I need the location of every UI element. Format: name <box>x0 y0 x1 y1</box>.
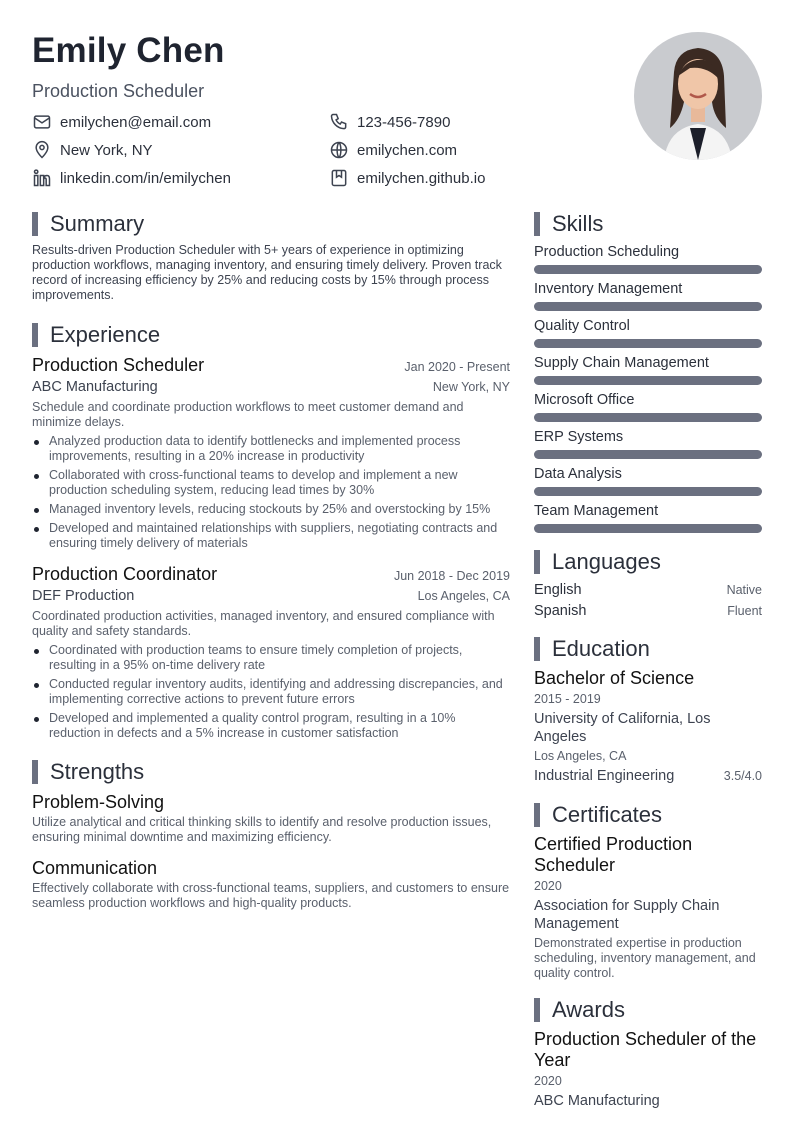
heading-accent-bar <box>32 760 38 784</box>
summary-text: Results-driven Production Scheduler with 5+ years of experience in optimizing production workflows, managing inventory, and ensuring timely delivery. Proven track record of increasing efficiency by 25% and reducing costs by 15% through process improvements. <box>32 243 502 302</box>
strengths-heading-text: Strengths <box>50 759 145 784</box>
certificate-year: 2020 <box>534 879 562 893</box>
job-bullet: Coordinated with production teams to ensure timely completion of projects, resulting in a 95% on-time delivery rate <box>32 643 510 673</box>
languages-heading-text: Languages <box>552 549 661 574</box>
email-text: emilychen@email.com <box>60 113 212 131</box>
job-bullet: Collaborated with cross-functional teams to develop and implement a new production scheduling system, reducing lead times by 30% <box>32 468 510 498</box>
skill-item <box>534 243 762 274</box>
skill-label: ERP Systems <box>534 429 624 445</box>
contact-phone[interactable] <box>329 112 450 132</box>
language-item <box>534 581 762 599</box>
certificate-description: Demonstrated expertise in production scheduling, inventory management, and quality control. <box>534 936 756 980</box>
language-level: Native <box>726 583 762 597</box>
job-bullet: Managed inventory levels, reducing stockouts by 25% and overstocking by 15% <box>32 502 510 517</box>
contact-location <box>32 140 153 160</box>
summary-heading-text: Summary <box>50 211 145 236</box>
strength-title: Communication <box>32 858 158 878</box>
skills-list <box>534 243 762 533</box>
heading-accent-bar <box>32 212 38 236</box>
strength-text: Effectively collaborate with cross-functional teams, suppliers, and customers to ensure seamless production workflows and high-quality products. <box>32 881 510 910</box>
language-name: English <box>534 582 582 598</box>
certificates-heading <box>534 802 762 828</box>
skill-bar <box>534 413 762 422</box>
phone-text: 123-456-7890 <box>357 113 451 131</box>
strength-item <box>32 791 510 845</box>
school: University of California, Los Angeles <box>534 711 711 745</box>
skills-heading-text: Skills <box>552 211 604 236</box>
strength-item <box>32 857 510 911</box>
field-of-study: Industrial Engineering <box>534 768 675 784</box>
job-company: DEF Production <box>32 588 135 604</box>
portfolio-text: emilychen.github.io <box>357 169 486 187</box>
certificates-heading-text: Certificates <box>552 802 663 827</box>
gpa: 3.5/4.0 <box>723 769 762 783</box>
phone-icon <box>329 112 349 132</box>
education-dates: 2015 - 2019 <box>534 692 601 706</box>
skill-item <box>534 354 762 385</box>
resume-header <box>32 30 762 200</box>
job-dates: Jan 2020 - Present <box>404 360 510 374</box>
award-year: 2020 <box>534 1074 562 1088</box>
heading-accent-bar <box>534 803 540 827</box>
job-dates: Jun 2018 - Dec 2019 <box>393 569 510 583</box>
skill-label: Team Management <box>534 503 659 519</box>
language-name: Spanish <box>534 603 587 619</box>
heading-accent-bar <box>534 550 540 574</box>
skill-label: Production Scheduling <box>534 244 680 260</box>
heading-accent-bar <box>534 998 540 1022</box>
certificate-issuer: Association for Supply Chain Management <box>534 898 720 932</box>
awards-heading-text: Awards <box>552 997 625 1022</box>
skill-item <box>534 391 762 422</box>
mail-icon <box>32 112 52 132</box>
summary-heading <box>32 211 510 237</box>
skill-label: Microsoft Office <box>534 392 635 408</box>
languages-heading <box>534 549 762 575</box>
strength-text: Utilize analytical and critical thinking skills to identify and resolve production issues, ensuring minimal downtime and maximizing efficiency. <box>32 815 492 844</box>
job-bullets <box>32 643 510 741</box>
linkedin-icon <box>32 168 52 188</box>
skill-label: Supply Chain Management <box>534 355 709 371</box>
heading-accent-bar <box>534 637 540 661</box>
skill-item <box>534 317 762 348</box>
job-bullet: Analyzed production data to identify bottlenecks and implemented process improvements, resulting in a 20% increase in productivity <box>32 434 510 464</box>
experience-heading <box>32 322 510 348</box>
award-issuer: ABC Manufacturing <box>534 1093 660 1109</box>
education-heading-text: Education <box>552 636 650 661</box>
skill-bar <box>534 450 762 459</box>
heading-accent-bar <box>534 212 540 236</box>
skill-bar <box>534 302 762 311</box>
left-column <box>32 211 510 911</box>
heading-accent-bar <box>32 323 38 347</box>
job-title: Production Scheduler <box>32 355 205 375</box>
skill-bar <box>534 524 762 533</box>
profile-photo <box>634 32 762 160</box>
job-location: New York, NY <box>432 380 510 394</box>
skill-item <box>534 502 762 533</box>
job-bullet: Conducted regular inventory audits, identifying and addressing discrepancies, and implementing corrective actions to prevent future errors <box>32 677 510 707</box>
skill-item <box>534 280 762 311</box>
skill-label: Quality Control <box>534 318 630 334</box>
skill-label: Inventory Management <box>534 281 683 297</box>
globe-icon <box>329 140 349 160</box>
job-entry <box>32 354 510 551</box>
job-bullets <box>32 434 510 551</box>
skill-bar <box>534 339 762 348</box>
skill-bar <box>534 265 762 274</box>
skill-bar <box>534 487 762 496</box>
job-company: ABC Manufacturing <box>32 379 158 395</box>
school-location: Los Angeles, CA <box>534 749 627 763</box>
education-heading <box>534 636 762 662</box>
experience-heading-text: Experience <box>50 322 161 347</box>
candidate-title: Production Scheduler <box>32 81 205 101</box>
strengths-heading <box>32 759 510 785</box>
right-column <box>534 211 762 1110</box>
awards-heading <box>534 997 762 1023</box>
location-text: New York, NY <box>60 141 153 159</box>
language-level: Fluent <box>727 604 762 618</box>
contact-email[interactable] <box>32 112 211 132</box>
job-entry <box>32 563 510 741</box>
skills-heading <box>534 211 762 237</box>
job-location: Los Angeles, CA <box>417 589 510 603</box>
skill-item <box>534 428 762 459</box>
job-description: Coordinated production activities, managed inventory, and ensured compliance with quality and safety standards. <box>32 609 495 638</box>
website-text: emilychen.com <box>357 141 458 159</box>
contact-linkedin[interactable] <box>32 168 231 188</box>
language-item <box>534 602 762 620</box>
degree: Bachelor of Science <box>534 668 695 688</box>
linkedin-text: linkedin.com/in/emilychen <box>60 169 231 187</box>
contact-website[interactable] <box>329 140 457 160</box>
map-pin-icon <box>32 140 52 160</box>
job-bullet: Developed and maintained relationships with suppliers, negotiating contracts and ensuring timely delivery of materials <box>32 521 510 551</box>
candidate-name: Emily Chen <box>32 31 225 70</box>
bookmark-icon <box>329 168 349 188</box>
job-bullet: Developed and implemented a quality control program, resulting in a 10% reduction in defects and a 5% increase in customer satisfaction <box>32 711 510 741</box>
certificate-name: Certified Production Scheduler <box>534 834 693 875</box>
job-description: Schedule and coordinate production workflows to meet customer demand and minimize delays. <box>32 400 464 429</box>
strength-title: Problem-Solving <box>32 792 165 812</box>
contact-portfolio[interactable] <box>329 168 485 188</box>
award-name: Production Scheduler of the Year <box>534 1029 757 1070</box>
skill-item <box>534 465 762 496</box>
skill-label: Data Analysis <box>534 466 622 482</box>
skill-bar <box>534 376 762 385</box>
job-title: Production Coordinator <box>32 564 218 584</box>
